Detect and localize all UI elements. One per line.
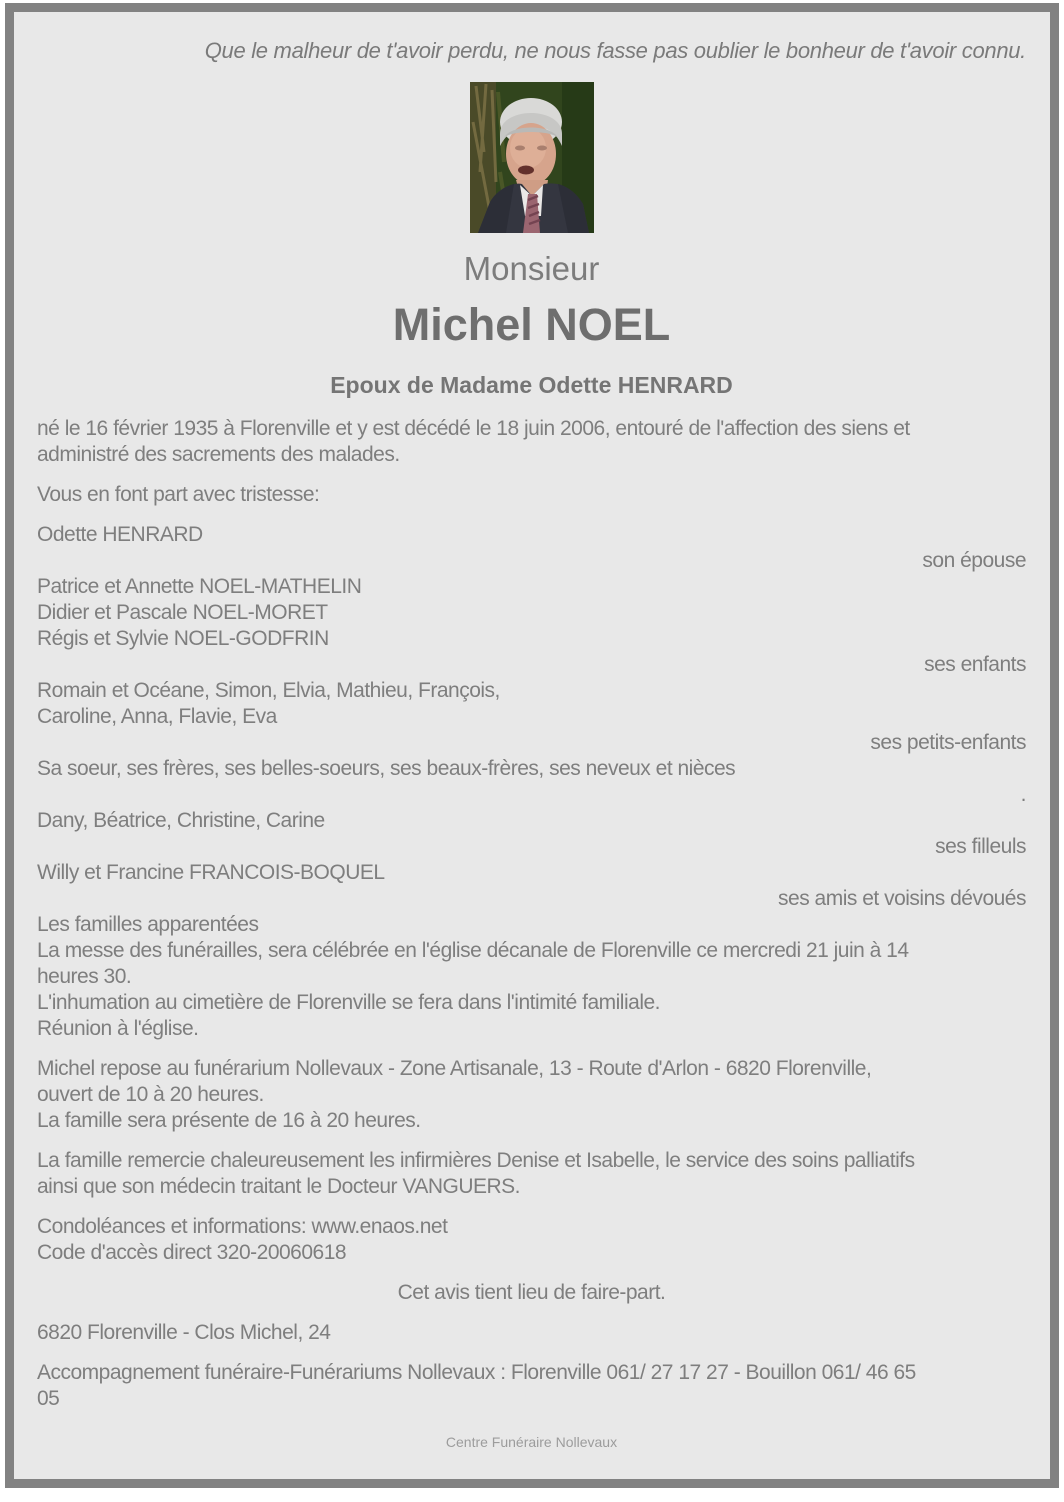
family-entry: [37, 522, 1026, 574]
text-line: Accompagnement funéraire-Funérariums Nollevaux : Florenville 061/ 27 17 27 - Bouillon 061/ 46 65: [37, 1361, 916, 1384]
name-line: Dany, Béatrice, Christine, Carine: [37, 809, 325, 832]
text-line: Réunion à l'église.: [37, 1017, 199, 1040]
notice-paragraph: [37, 1280, 1026, 1306]
family-entry: [37, 912, 1026, 938]
portrait-image: [470, 82, 594, 233]
text-line: L'inhumation au cimetière de Florenville se fera dans l'intimité familiale.: [37, 991, 660, 1014]
text-line: ouvert de 10 à 20 heures.: [37, 1083, 264, 1106]
text-line: La messe des funérailles, sera célébrée en l'église décanale de Florenville ce mercredi 21 juin à 14: [37, 939, 909, 962]
family-entry: [37, 756, 1026, 808]
text-line: Vous en font part avec tristesse:: [37, 483, 320, 506]
memorial-card: [5, 3, 1059, 1488]
address-paragraph: [37, 1320, 1026, 1346]
text-line: administré des sacrements des malades.: [37, 443, 400, 466]
spouse-subheading: Epoux de Madame Odette HENRARD: [330, 372, 733, 398]
address-line: 6820 Florenville - Clos Michel, 24: [37, 1321, 331, 1344]
relation-line: ses filleuls: [935, 835, 1026, 858]
name-line: Les familles apparentées: [37, 913, 259, 936]
family-list: [37, 522, 1026, 1042]
relation-line: ses amis et voisins dévoués: [778, 887, 1026, 910]
ceremony-paragraph: [37, 938, 1026, 1042]
family-entry: [37, 678, 1026, 756]
access-code-line: Code d'accès direct 320-20060618: [37, 1241, 347, 1264]
text-line: né le 16 février 1935 à Florenville et y est décédé le 18 juin 2006, entouré de l'affection des siens et: [37, 417, 910, 440]
name-line: Romain et Océane, Simon, Elvia, Mathieu, François,: [37, 679, 500, 702]
family-entry: [37, 860, 1026, 912]
notice-line: Cet avis tient lieu de faire-part.: [397, 1281, 666, 1304]
civility-heading: Monsieur: [463, 250, 600, 287]
condolences-url-line: Condoléances et informations: www.enaos.net: [37, 1215, 448, 1238]
memorial-quote: Que le malheur de t'avoir perdu, ne nous fasse pas oublier le bonheur de t'avoir connu.: [204, 38, 1026, 63]
name-line: Willy et Francine FRANCOIS-BOQUEL: [37, 861, 385, 884]
text-line: heures 30.: [37, 965, 132, 988]
name-line: Odette HENRARD: [37, 523, 203, 546]
name-line: Caroline, Anna, Flavie, Eva: [37, 705, 277, 728]
name-line: Régis et Sylvie NOEL-GODFRIN: [37, 627, 329, 650]
relation-line: ses petits-enfants: [870, 731, 1026, 754]
text-line: La famille sera présente de 16 à 20 heures.: [37, 1109, 421, 1132]
deceased-photo: [470, 82, 594, 233]
undertaker-paragraph: [37, 1360, 1026, 1412]
relation-line: son épouse: [922, 549, 1026, 572]
relation-line: .: [1020, 783, 1026, 806]
text-line: ainsi que son médecin traitant le Docteur VANGUERS.: [37, 1175, 521, 1198]
family-entry: [37, 574, 1026, 678]
intro-paragraph: [37, 416, 1026, 468]
condolences-paragraph: [37, 1214, 1026, 1266]
thanks-paragraph: [37, 1148, 1026, 1200]
funeral-home-footer: Centre Funéraire Nollevaux: [445, 1434, 618, 1450]
family-entry: [37, 808, 1026, 860]
name-line: Sa soeur, ses frères, ses belles-soeurs, ses beaux-frères, ses neveux et nièces: [37, 757, 736, 780]
repose-paragraph: [37, 1056, 1026, 1134]
text-line: La famille remercie chaleureusement les infirmières Denise et Isabelle, le service des soins palliatifs: [37, 1149, 915, 1172]
announcement-line: [37, 482, 1026, 508]
relation-line: ses enfants: [924, 653, 1026, 676]
text-line: 05: [37, 1387, 60, 1410]
announcement-body: [37, 416, 1026, 1412]
name-line: Patrice et Annette NOEL-MATHELIN: [37, 575, 362, 598]
text-line: Michel repose au funérarium Nollevaux - Zone Artisanale, 13 - Route d'Arlon - 6820 Florenville,: [37, 1057, 872, 1080]
name-line: Didier et Pascale NOEL-MORET: [37, 601, 328, 624]
deceased-name-heading: Michel NOEL: [392, 299, 671, 350]
